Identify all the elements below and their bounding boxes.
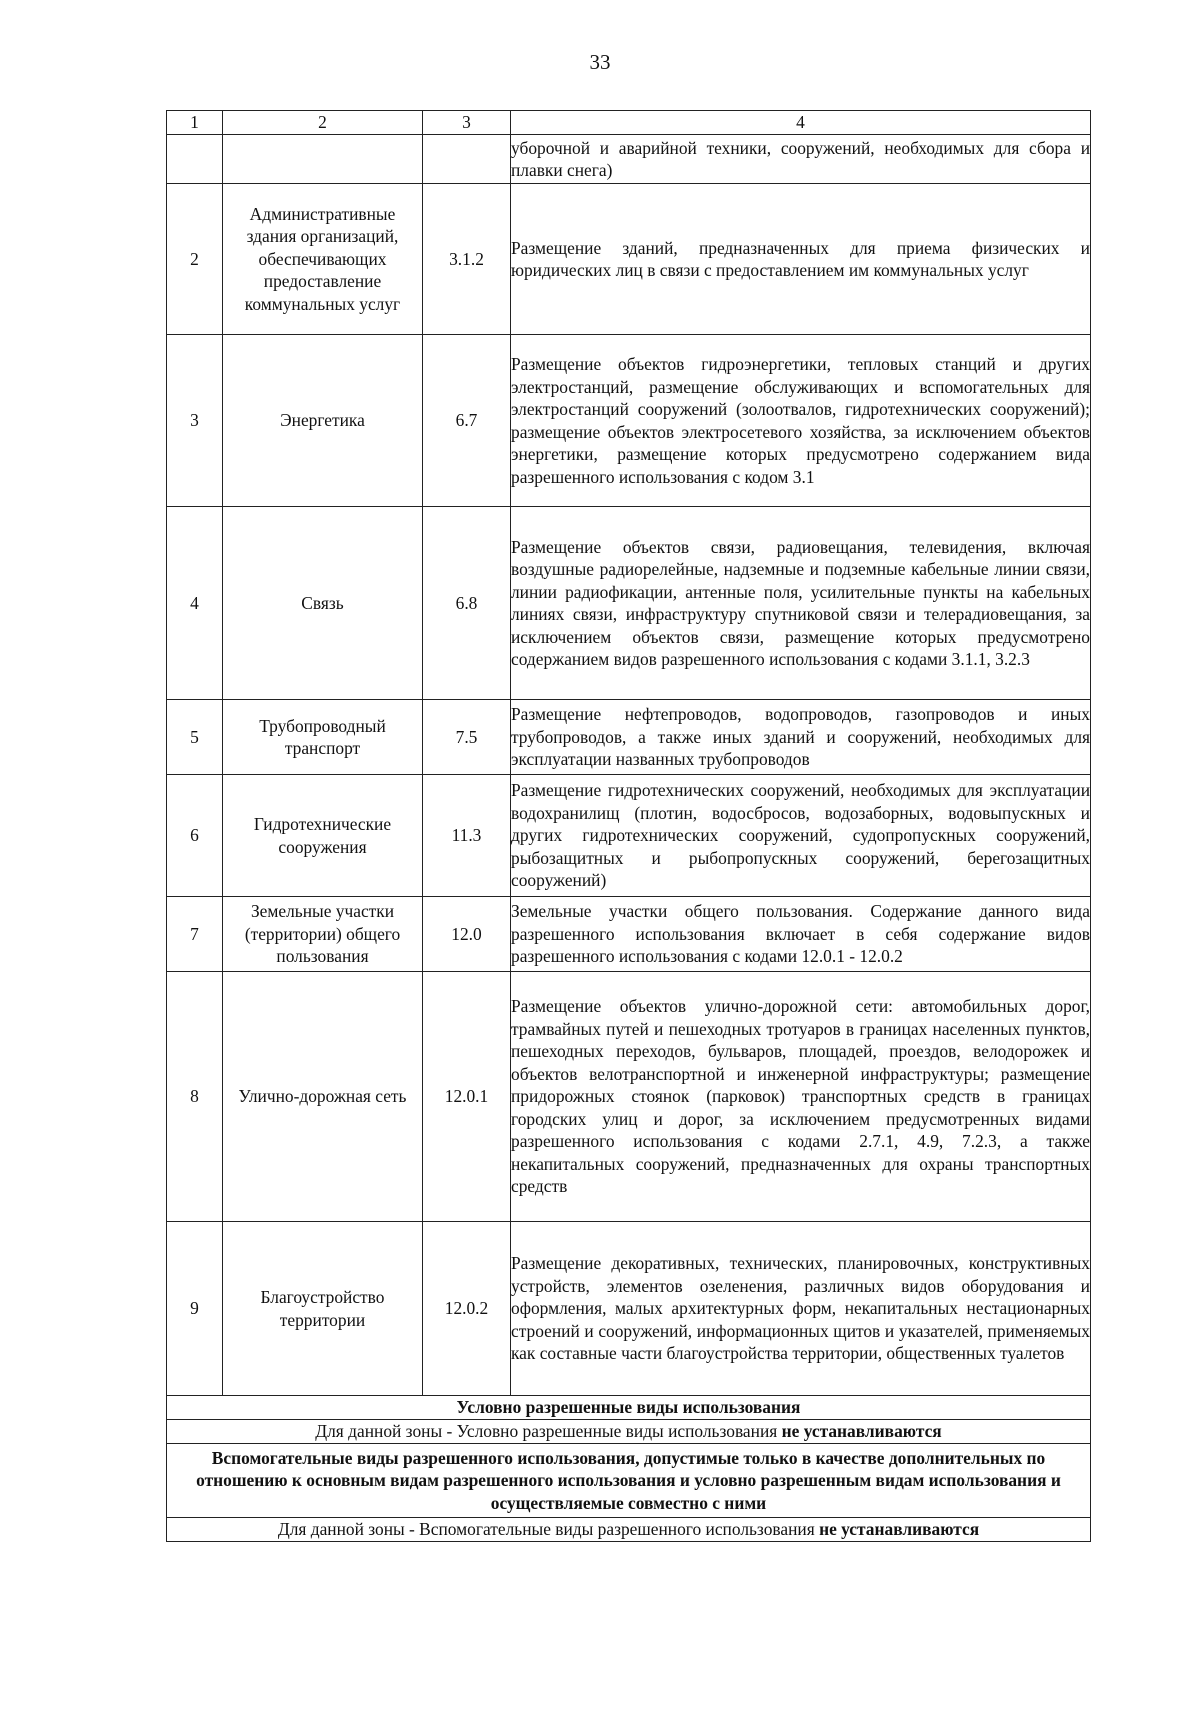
section-conditional-note (167, 1420, 1091, 1444)
use-name: Гидротехнические сооружения (223, 775, 423, 897)
use-name: Улично-дорожная сеть (223, 972, 423, 1222)
use-code: 11.3 (423, 775, 511, 897)
continuation-code-cell (423, 135, 511, 184)
use-code: 7.5 (423, 700, 511, 775)
continuation-name-cell (223, 135, 423, 184)
header-cell-1: 1 (167, 111, 223, 135)
section-conditional-note-row (167, 1420, 1091, 1444)
header-row (167, 111, 1091, 135)
section-auxiliary-note-emphasis: не устанавливаются (819, 1519, 980, 1540)
table-row (167, 335, 1091, 507)
row-number: 2 (167, 184, 223, 335)
section-conditional-note-emphasis: не устанавливаются (781, 1421, 942, 1442)
table-row (167, 775, 1091, 897)
use-name: Административные здания организаций, обеспечивающих предоставление коммунальных услуг (223, 184, 423, 335)
header-cell-3: 3 (423, 111, 511, 135)
row-number: 9 (167, 1222, 223, 1396)
continuation-row (167, 135, 1091, 184)
row-number: 8 (167, 972, 223, 1222)
use-description: Размещение объектов связи, радиовещания, телевидения, включая воздушные радиорелейные, надземные и подземные кабельные линии связи, линии радиофикации, антенные поля, усилительные пункты на кабельных линиях связи, инфраструктуру спутниковой связи и телерадиовещания, за исключением объектов связи, размещение которых предусмотрено содержанием видов разрешенного использования с кодами 3.1.1, 3.2.3 (511, 507, 1091, 700)
land-use-table (166, 110, 1091, 1542)
table-row (167, 700, 1091, 775)
section-conditional-title-row (167, 1396, 1091, 1420)
section-auxiliary-title: Вспомогательные виды разрешенного использования, допустимые только в качестве дополнительных по отношению к основным видам разрешенного использования и условно разрешенным видам использования и осуществляемые совместно с ними (167, 1444, 1091, 1518)
use-code: 12.0.2 (423, 1222, 511, 1396)
table-row (167, 972, 1091, 1222)
use-description: Размещение нефтепроводов, водопроводов, газопроводов и иных трубопроводов, а также иных зданий и сооружений, необходимых для эксплуатации названных трубопроводов (511, 700, 1091, 775)
use-description: Размещение гидротехнических сооружений, необходимых для эксплуатации водохранилищ (плотин, водосбросов, водозаборных, водовыпускных и других гидротехнических сооружений, судопропускных сооружений, рыбозащитных и рыбопропускных сооружений, берегозащитных сооружений) (511, 775, 1091, 897)
header-cell-2: 2 (223, 111, 423, 135)
use-code: 6.8 (423, 507, 511, 700)
use-name: Трубопроводный транспорт (223, 700, 423, 775)
use-description: Земельные участки общего пользования. Содержание данного вида разрешенного использования включает в себя содержание видов разрешенного использования с кодами 12.0.1 - 12.0.2 (511, 897, 1091, 972)
table-row (167, 1222, 1091, 1396)
row-number: 3 (167, 335, 223, 507)
use-description: Размещение зданий, предназначенных для приема физических и юридических лиц в связи с предоставлением им коммунальных услуг (511, 184, 1091, 335)
row-number: 7 (167, 897, 223, 972)
use-name: Связь (223, 507, 423, 700)
continuation-desc: уборочной и аварийной техники, сооружений, необходимых для сбора и плавки снега) (511, 135, 1091, 184)
row-number: 4 (167, 507, 223, 700)
section-conditional-title: Условно разрешенные виды использования (167, 1396, 1091, 1420)
use-name: Земельные участки (территории) общего пользования (223, 897, 423, 972)
table-row (167, 897, 1091, 972)
page-number: 33 (589, 50, 611, 74)
header-cell-4: 4 (511, 111, 1091, 135)
use-description: Размещение декоративных, технических, планировочных, конструктивных устройств, элементов озеленения, различных видов оборудования и оформления, малых архитектурных форм, некапитальных нестационарных строений и сооружений, информационных щитов и указателей, применяемых как составные части благоустройства территории, общественных туалетов (511, 1222, 1091, 1396)
use-code: 12.0.1 (423, 972, 511, 1222)
use-description: Размещение объектов гидроэнергетики, тепловых станций и других электростанций, размещение обслуживающих и вспомогательных для электростанций сооружений (золоотвалов, гидротехнических сооружений); размещение объектов электросетевого хозяйства, за исключением объектов энергетики, размещение которых предусмотрено содержанием вида разрешенного использования с кодом 3.1 (511, 335, 1091, 507)
row-number: 5 (167, 700, 223, 775)
use-code: 6.7 (423, 335, 511, 507)
use-code: 3.1.2 (423, 184, 511, 335)
section-auxiliary-note-text: Для данной зоны - Вспомогательные виды разрешенного использования (277, 1519, 820, 1540)
use-name: Энергетика (223, 335, 423, 507)
section-auxiliary-note (167, 1518, 1091, 1542)
section-auxiliary-note-row (167, 1518, 1091, 1542)
use-description: Размещение объектов улично-дорожной сети: автомобильных дорог, трамвайных путей и пешеходных тротуаров в границах населенных пунктов, пешеходных переходов, бульваров, площадей, проездов, велодорожек и объектов велотранспортной и инженерной инфраструктуры; размещение придорожных стоянок (парковок) транспортных средств в границах городских улиц и дорог, за исключением предусмотренных видами разрешенного использования с кодами 2.7.1, 4.9, 7.2.3, а также некапитальных сооружений, предназначенных для охраны транспортных средств (511, 972, 1091, 1222)
section-auxiliary-title-row (167, 1444, 1091, 1518)
section-conditional-note-text: Для данной зоны - Условно разрешенные виды использования (315, 1421, 782, 1442)
use-name: Благоустройство территории (223, 1222, 423, 1396)
table-row (167, 507, 1091, 700)
continuation-num-cell (167, 135, 223, 184)
use-code: 12.0 (423, 897, 511, 972)
table-row (167, 184, 1091, 335)
row-number: 6 (167, 775, 223, 897)
